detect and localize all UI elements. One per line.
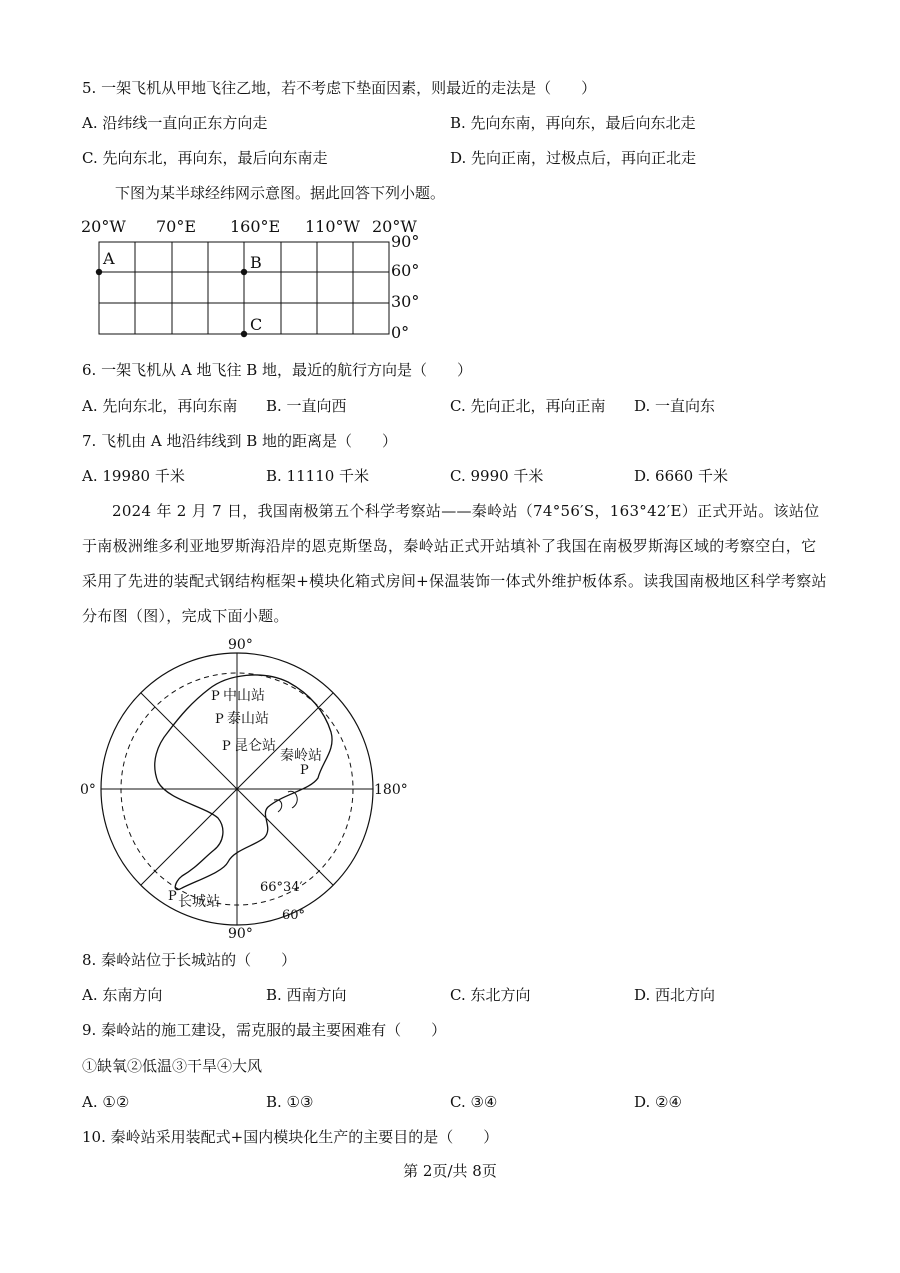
q8-stem: 8. 秦岭站位于长城站的（ ） — [82, 951, 297, 969]
station-marker-zhongshan: P — [211, 689, 220, 704]
q7-option-d: D. 6660 千米 — [634, 467, 728, 485]
station-changcheng: 长城站 — [178, 894, 220, 910]
point-a-label: A — [103, 249, 115, 268]
lon-label-20w-right: 20°W — [372, 217, 417, 236]
q5-option-a: A. 沿纬线一直向正东方向走 — [82, 114, 268, 132]
point-b-label: B — [250, 253, 262, 272]
station-marker-kunlun: P — [222, 739, 231, 754]
intro-qinling — [82, 494, 827, 634]
lon-label-top: 90° — [228, 637, 253, 653]
page-footer: 第 2页/共 8页 — [403, 1162, 497, 1180]
lat-label-0: 0° — [391, 323, 410, 342]
q5-option-c: C. 先向东北，再向东，最后向东南走 — [82, 149, 328, 167]
q6-option-a: A. 先向东北，再向东南 — [82, 397, 238, 415]
station-taishan: 泰山站 — [227, 711, 269, 727]
station-marker-qinling: P — [300, 763, 309, 778]
q9-option-d: D. ②④ — [634, 1093, 682, 1111]
q9-option-a: A. ①② — [82, 1093, 130, 1111]
lon-label-110w: 110°W — [305, 217, 360, 236]
station-kunlun: 昆仑站 — [234, 738, 276, 754]
lon-label-160e: 160°E — [230, 217, 281, 236]
label-66-34: 66°34′ — [260, 880, 303, 895]
point-a-marker — [96, 269, 102, 275]
q8-option-d: D. 西北方向 — [634, 986, 716, 1004]
q10-stem: 10. 秦岭站采用装配式+国内模块化生产的主要目的是（ ） — [82, 1128, 499, 1146]
q9-choices: ①缺氧②低温③干旱④大风 — [82, 1057, 263, 1075]
station-qinling: 秦岭站 — [280, 748, 322, 764]
lon-label-70e: 70°E — [156, 217, 197, 236]
station-zhongshan: 中山站 — [223, 688, 265, 704]
q7-option-b: B. 11110 千米 — [266, 467, 370, 485]
lon-label-20w-left: 20°W — [81, 217, 126, 236]
label-60: 60° — [282, 908, 306, 923]
intro-grid: 下图为某半球经纬网示意图。据此回答下列小题。 — [115, 184, 446, 202]
q8-option-a: A. 东南方向 — [82, 986, 163, 1004]
q8-option-b: B. 西南方向 — [266, 986, 347, 1004]
intro-qinling-text: 2024 年 2 月 7 日，我国南极第五个科学考察站——秦岭站（74°56′S，163°42′E）正式开站。该站位于南极洲维多利亚地罗斯海沿岸的恩克斯堡岛，秦岭站正式开站填补了我国在南极罗斯海区域的考察空白，它采用了先进的装配式钢结构框架+模块化箱式房间+保温装饰一体式外维护板体系。读我国南极地区科学考察站分布图（图），完成下面小题。 — [82, 502, 827, 625]
station-marker-taishan: P — [215, 712, 224, 727]
lon-label-bottom: 90° — [228, 926, 253, 942]
q8-option-c: C. 东北方向 — [450, 986, 531, 1004]
q5-option-d: D. 先向正南，过极点后，再向正北走 — [450, 149, 697, 167]
q6-option-c: C. 先向正北，再向正南 — [450, 397, 606, 415]
antarctic-station-map — [78, 632, 423, 942]
lon-label-left: 0° — [80, 782, 96, 798]
q7-option-c: C. 9990 千米 — [450, 467, 544, 485]
q6-option-b: B. 一直向西 — [266, 397, 347, 415]
lat-lon-grid-figure — [78, 212, 438, 342]
q5-stem: 5. 一架飞机从甲地飞往乙地，若不考虑下垫面因素，则最近的走法是（ ） — [82, 79, 597, 97]
point-c-marker — [241, 331, 247, 337]
q6-option-d: D. 一直向东 — [634, 397, 716, 415]
q9-stem: 9. 秦岭站的施工建设，需克服的最主要困难有（ ） — [82, 1021, 447, 1039]
lat-label-30: 30° — [391, 292, 420, 311]
lat-label-60: 60° — [391, 261, 420, 280]
q7-stem: 7. 飞机由 A 地沿纬线到 B 地的距离是（ ） — [82, 432, 398, 450]
q9-option-c: C. ③④ — [450, 1093, 498, 1111]
lon-label-right: 180° — [374, 782, 408, 798]
station-marker-changcheng: P — [168, 889, 177, 904]
q7-option-a: A. 19980 千米 — [82, 467, 185, 485]
point-c-label: C — [250, 315, 263, 334]
point-b-marker — [241, 269, 247, 275]
q9-option-b: B. ①③ — [266, 1093, 314, 1111]
lat-label-90: 90° — [391, 232, 420, 251]
q6-stem: 6. 一架飞机从 A 地飞往 B 地，最近的航行方向是（ ） — [82, 361, 473, 379]
grid-lines — [99, 242, 389, 334]
q5-option-b: B. 先向东南，再向东，最后向东北走 — [450, 114, 696, 132]
